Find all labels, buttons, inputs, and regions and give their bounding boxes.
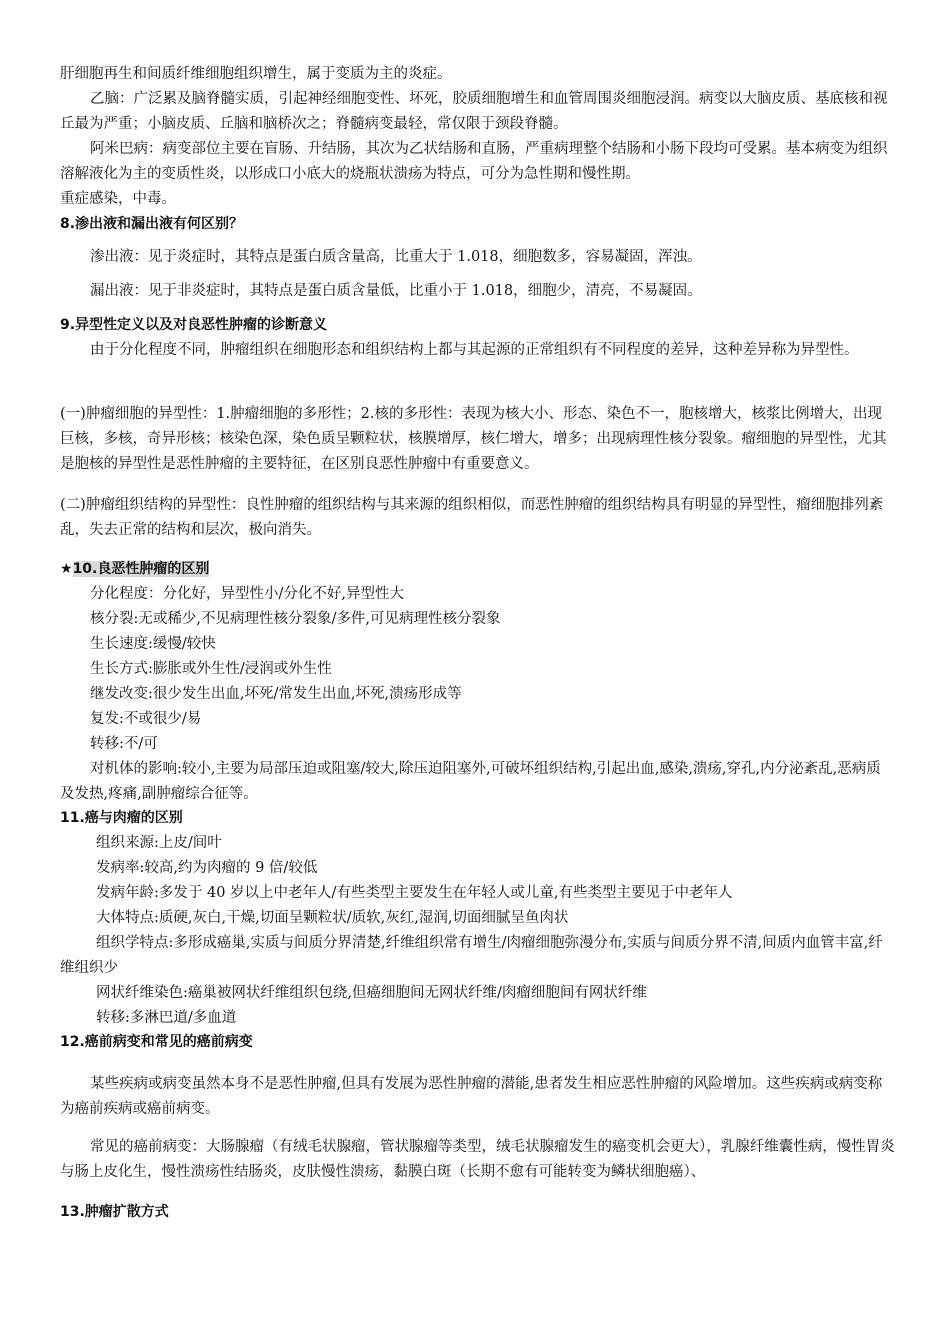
list-item: 大体特点:质硬,灰白,干燥,切面呈颗粒状/质软,灰红,湿润,切面细腻呈鱼肉状: [96, 910, 569, 926]
section-heading: [60, 557, 895, 582]
paragraph: 常见的癌前病变：大肠腺瘤（有绒毛状腺瘤，管状腺瘤等类型，绒毛状腺瘤发生的癌变机会更大），乳腺纤维囊性病，慢性胃炎与肠上皮化生，慢性溃疡性结肠炎，皮肤慢性溃疡，黏膜白斑（长期不愈有可能转变为鳞状细胞癌）、: [60, 1139, 895, 1180]
comparison-list: [60, 831, 895, 1031]
list-item: 核分裂:无或稀少,不见病理性核分裂象/多件,可见病理性核分裂象: [90, 611, 501, 627]
list-item: 组织学特点:多形成癌巢,实质与间质分界清楚,纤维组织常有增生/肉瘤细胞弥漫分布,实质与间质分界不清,间质内血管丰富,纤维组织少: [60, 935, 883, 976]
section-heading: 9.异型性定义以及对良恶性肿瘤的诊断意义: [60, 317, 328, 333]
paragraph: 乙脑：广泛累及脑脊髓实质，引起神经细胞变性、坏死，胶质细胞增生和血管周围炎细胞浸润。病变以大脑皮质、基底核和视丘最为严重；小脑皮质、丘脑和脑桥次之；脊髓病变最轻，常仅限于颈段脊髓。: [60, 91, 888, 132]
list-item: 组织来源:上皮/间叶: [96, 835, 222, 851]
list-item: 网状纤维染色:癌巢被网状纤维组织包绕,但癌细胞间无网状纤维/肉瘤细胞间有网状纤维: [96, 985, 647, 1001]
paragraph: 渗出液：见于炎症时，其特点是蛋白质含量高，比重大于 1.018，细胞数多，容易凝固，浑浊。: [90, 249, 702, 265]
paragraph: 阿米巴病：病变部位主要在盲肠、升结肠，其次为乙状结肠和直肠，严重病理整个结肠和小肠下段均可受累。基本病变为组织溶解液化为主的变质性炎，以形成口小底大的烧瓶状溃疡为特点，可分为急性期和慢性期。: [60, 141, 888, 182]
paragraph: 漏出液：见于非炎症时，其特点是蛋白质含量低，比重小于 1.018，细胞少，清亮，不易凝固。: [90, 283, 702, 299]
section-heading: 8.渗出液和漏出液有何区别？: [60, 216, 244, 232]
section-heading: 12.癌前病变和常见的癌前病变: [60, 1034, 253, 1050]
paragraph: (二)肿瘤组织结构的异型性：良性肿瘤的组织结构与其来源的组织相似，而恶性肿瘤的组织结构具有明显的异型性，瘤细胞排列紊乱，失去正常的结构和层次，极向消失。: [60, 497, 884, 538]
paragraph: (一)肿瘤细胞的异型性：1.肿瘤细胞的多形性；2.核的多形性：表现为核大小、形态、染色不一，胞核增大，核浆比例增大，出现巨核，多核，奇异形核；核染色深，染色质呈颗粒状，核膜增厚，核仁增大，增多；出现病理性核分裂象。瘤细胞的异型性，尤其是胞核的异型性是恶性肿瘤的主要特征，在区别良恶性肿瘤中有重要意义。: [60, 406, 887, 472]
list-item: 对机体的影响:较小,主要为局部压迫或阻塞/较大,除压迫阻塞外,可破坏组织结构,引起出血,感染,溃疡,穿孔,内分泌紊乱,恶病质及发热,疼痛,副肿瘤综合征等。: [60, 761, 881, 802]
list-item: 生长方式:膨胀或外生性/浸润或外生性: [90, 661, 332, 677]
paragraph: 由于分化程度不同，肿瘤组织在细胞形态和组织结构上都与其起源的正常组织有不同程度的差异，这种差异称为异型性。: [90, 342, 859, 358]
heading-text: 10.良恶性肿瘤的区别: [72, 561, 210, 577]
paragraph: 肝细胞再生和间质纤维细胞组织增生，属于变质为主的炎症。: [60, 66, 452, 82]
list-item: 发病年龄:多发于 40 岁以上中老年人/有些类型主要发生在年轻人或儿童,有些类型主要见于中老年人: [96, 885, 733, 901]
list-item: 转移:不/可: [90, 736, 158, 752]
comparison-list: [60, 582, 895, 807]
list-item: 分化程度：分化好，异型性小/分化不好,异型性大: [90, 586, 404, 602]
paragraph: 某些疾病或病变虽然本身不是恶性肿瘤,但具有发展为恶性肿瘤的潜能,患者发生相应恶性肿瘤的风险增加。这些疾病或病变称为癌前疾病或癌前病变。: [60, 1076, 883, 1117]
star-icon: ★: [60, 561, 73, 577]
section-heading: 11.癌与肉瘤的区别: [60, 810, 183, 826]
paragraph: 重症感染，中毒。: [60, 191, 176, 207]
list-item: 发病率:较高,约为肉瘤的 9 倍/较低: [96, 860, 318, 876]
list-item: 生长速度:缓慢/较快: [90, 636, 216, 652]
section-heading: 13.肿瘤扩散方式: [60, 1204, 169, 1220]
list-item: 复发:不或很少/易: [90, 711, 202, 727]
list-item: 继发改变:很少发生出血,坏死/常发生出血,坏死,溃疡形成等: [90, 686, 462, 702]
list-item: 转移:多淋巴道/多血道: [96, 1010, 237, 1026]
